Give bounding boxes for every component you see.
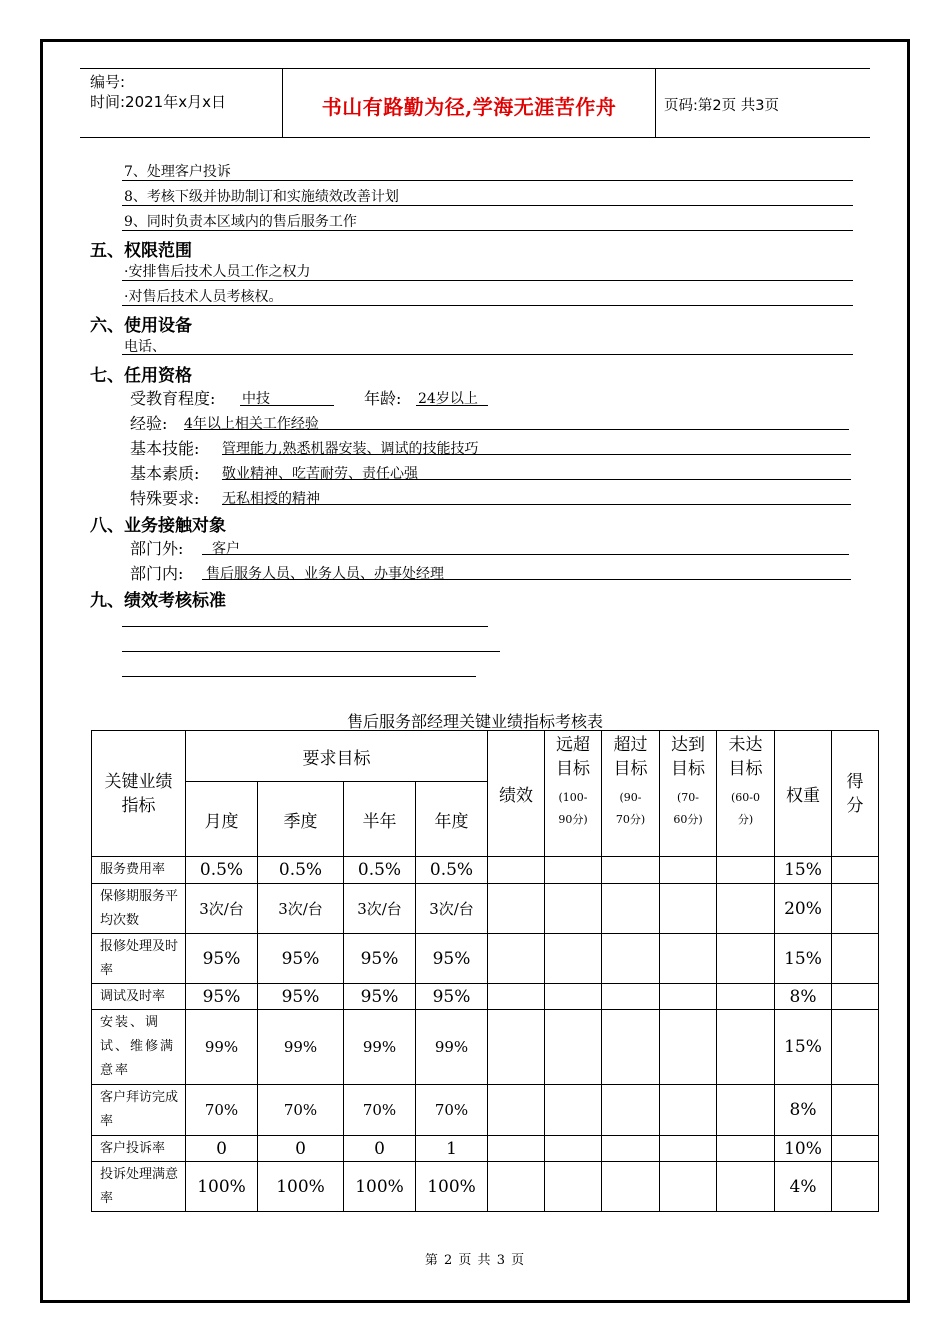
special-label: 特殊要求: (130, 489, 200, 508)
miss-cell (717, 934, 775, 984)
year-target: 1 (416, 1136, 488, 1162)
kpi-table-title: 售后服务部经理关键业绩指标考核表 (346, 712, 603, 731)
age-label: 年龄: (364, 389, 402, 408)
exceed-cell (602, 1162, 660, 1212)
kpi-name: 调试及时率 (92, 984, 186, 1010)
quarter-target: 99% (258, 1010, 344, 1085)
table-row (92, 884, 879, 934)
table-row (92, 857, 879, 884)
miss-cell (717, 1085, 775, 1136)
far-exceed-cell (545, 1136, 602, 1162)
exceed-header: 超过目标 (90-70分) (602, 731, 660, 857)
month-target: 0.5% (186, 857, 258, 884)
score-cell (832, 1162, 879, 1212)
half-year-target: 0 (344, 1136, 416, 1162)
year-header: 年度 (416, 782, 488, 857)
kpi-name: 安装、调试、维修满意率 (92, 1010, 186, 1085)
month-header: 月度 (186, 782, 258, 857)
weight-value: 8% (775, 1085, 832, 1136)
authority-item: ·对售后技术人员考核权。 (124, 289, 283, 305)
special-value: 无私相授的精神 (222, 491, 320, 507)
kpi-name: 客户投诉率 (92, 1136, 186, 1162)
half-year-target: 70% (344, 1085, 416, 1136)
duty-item: 7、处理客户投诉 (124, 164, 231, 180)
score-cell (832, 857, 879, 884)
miss-cell (717, 857, 775, 884)
underline (122, 230, 853, 231)
section-title-authority: 五、权限范围 (90, 241, 192, 261)
blank-line (122, 676, 476, 677)
age-value: 24岁以上 (418, 391, 478, 407)
miss-cell (717, 1136, 775, 1162)
score-cell (832, 1136, 879, 1162)
kpi-name: 保修期服务平均次数 (92, 884, 186, 934)
performance-cell (488, 1010, 545, 1085)
score-header: 得分 (832, 731, 879, 857)
quarter-target: 95% (258, 984, 344, 1010)
reach-cell (660, 1162, 717, 1212)
underline (122, 354, 853, 355)
exceed-cell (602, 1136, 660, 1162)
month-target: 70% (186, 1085, 258, 1136)
score-cell (832, 884, 879, 934)
month-target: 95% (186, 934, 258, 984)
exceed-cell (602, 884, 660, 934)
page-footer: 第 2 页 共 3 页 (424, 1253, 526, 1268)
weight-value: 10% (775, 1136, 832, 1162)
miss-cell (717, 1010, 775, 1085)
reach-cell (660, 1136, 717, 1162)
equipment-value: 电话、 (124, 339, 166, 355)
score-cell (832, 934, 879, 984)
weight-value: 15% (775, 857, 832, 884)
underline (240, 405, 334, 406)
weight-value: 15% (775, 1010, 832, 1085)
underline (122, 180, 853, 181)
quarter-target: 100% (258, 1162, 344, 1212)
blank-line (122, 651, 500, 652)
underline (222, 454, 851, 455)
half-year-header: 半年 (344, 782, 416, 857)
section-title-performance: 九、绩效考核标准 (90, 591, 226, 611)
page-header (80, 68, 870, 138)
year-target: 95% (416, 984, 488, 1010)
score-cell (832, 984, 879, 1010)
table-row (92, 1010, 879, 1085)
performance-cell (488, 1136, 545, 1162)
month-target: 95% (186, 984, 258, 1010)
reach-cell (660, 934, 717, 984)
reach-cell (660, 857, 717, 884)
far-exceed-cell (545, 1010, 602, 1085)
table-header-row (92, 731, 879, 782)
underline (222, 479, 851, 480)
education-label: 受教育程度: (130, 389, 216, 408)
month-target: 3次/台 (186, 884, 258, 934)
performance-cell (488, 934, 545, 984)
miss-cell (717, 884, 775, 934)
performance-cell (488, 1085, 545, 1136)
half-year-target: 99% (344, 1010, 416, 1085)
reach-cell (660, 1010, 717, 1085)
quarter-target: 95% (258, 934, 344, 984)
underline (202, 579, 851, 580)
half-year-target: 3次/台 (344, 884, 416, 934)
duty-item: 8、考核下级并协助制订和实施绩效改善计划 (124, 189, 399, 205)
internal-label: 部门内: (130, 564, 184, 583)
far-exceed-header: 远超目标 (100-90分) (545, 731, 602, 857)
weight-value: 15% (775, 934, 832, 984)
far-exceed-cell (545, 1085, 602, 1136)
kpi-name: 服务费用率 (92, 857, 186, 884)
year-target: 3次/台 (416, 884, 488, 934)
underline (122, 305, 853, 306)
weight-header: 权重 (775, 731, 832, 857)
section-title-contacts: 八、业务接触对象 (90, 516, 226, 536)
miss-cell (717, 984, 775, 1010)
far-exceed-cell (545, 857, 602, 884)
external-label: 部门外: (130, 539, 184, 558)
kpi-header: 关键业绩指标 (92, 731, 186, 857)
skills-value: 管理能力,熟悉机器安装、调试的技能技巧 (222, 441, 479, 457)
month-target: 99% (186, 1010, 258, 1085)
miss-cell (717, 1162, 775, 1212)
experience-label: 经验: (130, 414, 168, 433)
half-year-target: 100% (344, 1162, 416, 1212)
section-title-qualifications: 七、任用资格 (90, 366, 192, 386)
far-exceed-cell (545, 884, 602, 934)
year-target: 95% (416, 934, 488, 984)
header-meta (80, 69, 282, 137)
quarter-target: 3次/台 (258, 884, 344, 934)
reach-cell (660, 884, 717, 934)
exceed-cell (602, 1010, 660, 1085)
table-row (92, 1136, 879, 1162)
year-target: 100% (416, 1162, 488, 1212)
weight-value: 8% (775, 984, 832, 1010)
far-exceed-cell (545, 984, 602, 1010)
quarter-target: 0 (258, 1136, 344, 1162)
performance-header: 绩效 (488, 731, 545, 857)
far-exceed-cell (545, 1162, 602, 1212)
far-exceed-cell (545, 934, 602, 984)
internal-value: 售后服务人员、业务人员、办事处经理 (206, 566, 444, 582)
reach-cell (660, 1085, 717, 1136)
table-row (92, 984, 879, 1010)
year-target: 70% (416, 1085, 488, 1136)
score-cell (832, 1010, 879, 1085)
kpi-name: 客户拜访完成率 (92, 1085, 186, 1136)
header-motto-cell (282, 69, 656, 137)
exceed-cell (602, 934, 660, 984)
kpi-name: 投诉处理满意率 (92, 1162, 186, 1212)
reach-cell (660, 984, 717, 1010)
performance-cell (488, 1162, 545, 1212)
table-row (92, 1162, 879, 1212)
exceed-cell (602, 984, 660, 1010)
authority-item: ·安排售后技术人员工作之权力 (124, 264, 311, 280)
kpi-table (91, 730, 879, 1212)
motto: 书山有路勤为径,学海无涯苦作舟 (321, 95, 617, 119)
underline (416, 405, 488, 406)
month-target: 0 (186, 1136, 258, 1162)
underline (202, 554, 849, 555)
page-info: 页码:第2页 共3页 (664, 98, 779, 114)
weight-value: 20% (775, 884, 832, 934)
half-year-target: 95% (344, 934, 416, 984)
weight-value: 4% (775, 1162, 832, 1212)
exceed-cell (602, 857, 660, 884)
table-row (92, 1085, 879, 1136)
blank-line (122, 626, 488, 627)
experience-value: 4年以上相关工作经验 (184, 416, 319, 432)
quarter-header: 季度 (258, 782, 344, 857)
underline (222, 504, 851, 505)
score-cell (832, 1085, 879, 1136)
quality-label: 基本素质: (130, 464, 200, 483)
doc-number-label: 编号: (90, 73, 126, 91)
quarter-target: 70% (258, 1085, 344, 1136)
external-value: 客户 (212, 541, 240, 557)
month-target: 100% (186, 1162, 258, 1212)
half-year-target: 95% (344, 984, 416, 1010)
performance-cell (488, 884, 545, 934)
table-row (92, 934, 879, 984)
duty-item: 9、同时负责本区域内的售后服务工作 (124, 214, 357, 230)
miss-header: 未达目标 (60-0分) (717, 731, 775, 857)
year-target: 0.5% (416, 857, 488, 884)
underline (122, 205, 853, 206)
performance-cell (488, 984, 545, 1010)
education-value: 中技 (242, 391, 270, 407)
performance-cell (488, 857, 545, 884)
year-target: 99% (416, 1010, 488, 1085)
reach-header: 达到目标 (70-60分) (660, 731, 717, 857)
kpi-name: 报修处理及时率 (92, 934, 186, 984)
half-year-target: 0.5% (344, 857, 416, 884)
skills-label: 基本技能: (130, 439, 200, 458)
exceed-cell (602, 1085, 660, 1136)
target-header: 要求目标 (186, 731, 488, 782)
section-title-equipment: 六、使用设备 (90, 316, 192, 336)
doc-date: 时间:2021年x月x日 (90, 93, 226, 111)
underline (122, 280, 853, 281)
quality-value: 敬业精神、吃苦耐劳、责任心强 (222, 466, 418, 482)
quarter-target: 0.5% (258, 857, 344, 884)
underline (184, 429, 849, 430)
